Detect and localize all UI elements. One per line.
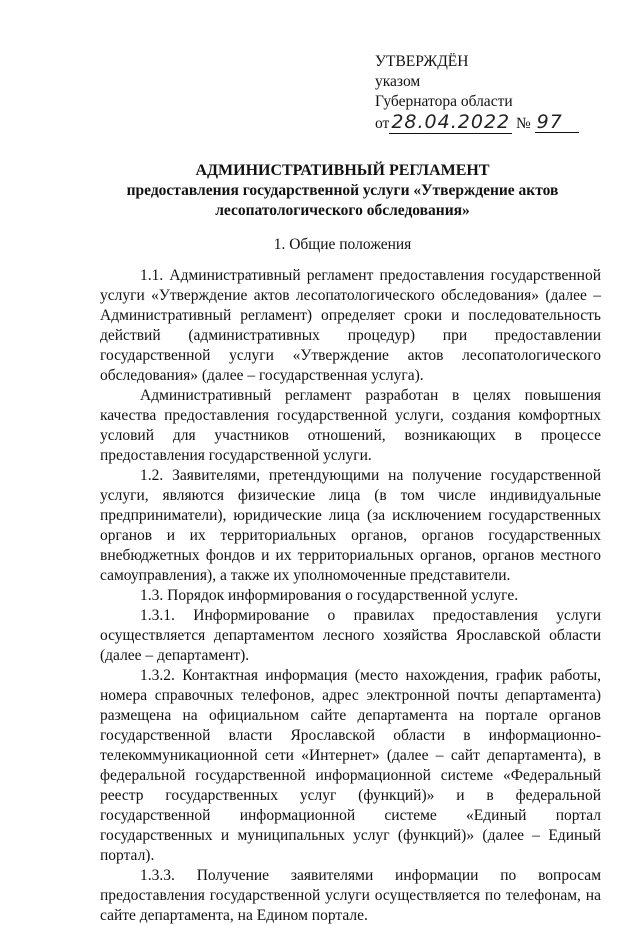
date-prefix: от (375, 115, 390, 132)
approval-date-line (375, 112, 579, 134)
paragraph-1-2: 1.2. Заявителями, претендующими на получение государственной услуги, являются физические лица (в том числе индивидуальные предприниматели), юридические лица (за исключением государственных органов и их территориальных органов, органов государственных внебюджетных фондов и их территориальных органов, органов местного самоуправления), а также их уполномоченные представители. (100, 467, 601, 584)
paragraph-1-3-3: 1.3.3. Получение заявителями информации по вопросам предоставления государственной услуги осуществляется по телефонам, на сайте департамента, на Едином портале. (100, 867, 601, 924)
document-body (100, 266, 601, 926)
approval-authority: Губернатора области (375, 93, 513, 110)
handwritten-date: 28.04.2022 (391, 111, 511, 133)
approval-stamp-block (375, 52, 579, 134)
section-heading: 1. Общие положения (273, 236, 412, 253)
document-title (100, 161, 585, 221)
paragraph-1-3-1: 1.3.1. Информирование о правилах предоставления услуги осуществляется департаментом лесного хозяйства Ярославской области (далее – департамент). (100, 607, 601, 664)
handwritten-number: 97 (535, 112, 579, 133)
approval-label: УТВЕРЖДЁН (375, 53, 469, 70)
paragraph-1-3-2: 1.3.2. Контактная информация (место нахождения, график работы, номера справочных телефонов, адрес электронной почты департамента) размещена на официальном сайте департамента на портале органов государственной власти Ярославской области в информационно-телекоммуникационной сети «Интернет» (далее – сайт департамента), в федеральной государственной информационной системе «Федеральный реестр государственных услуг (функций)» и в федеральной государственной информационной системе «Единый портал государственных и муниципальных услуг (функций)» (далее – Единый портал). (100, 667, 601, 864)
title-subtitle-line2: лесопатологического обследования» (215, 202, 470, 219)
title-main: АДМИНИСТРАТИВНЫЙ РЕГЛАМЕНТ (195, 162, 490, 179)
paragraph-1-1: 1.1. Административный регламент предоставления государственной услуги «Утверждение актов лесопатологического обследования» (далее – Административный регламент) определяет сроки и последовательность действий (административных процедур) при предоставлении государственной услуги «Утверждение актов лесопатологического обследования» (далее – государственная услуга). (100, 267, 601, 384)
approval-decree: указом (375, 73, 421, 90)
title-subtitle-line1: предоставления государственной услуги «Утверждение актов (126, 182, 559, 199)
number-prefix: № (516, 115, 531, 132)
paragraph-purpose: Административный регламент разработан в целях повышения качества предоставления государственной услуги, создания комфортных условий для участников отношений, возникающих в процессе предоставления государственной услуги. (100, 387, 601, 464)
paragraph-1-3: 1.3. Порядок информирования о государственной услуге. (140, 587, 519, 604)
